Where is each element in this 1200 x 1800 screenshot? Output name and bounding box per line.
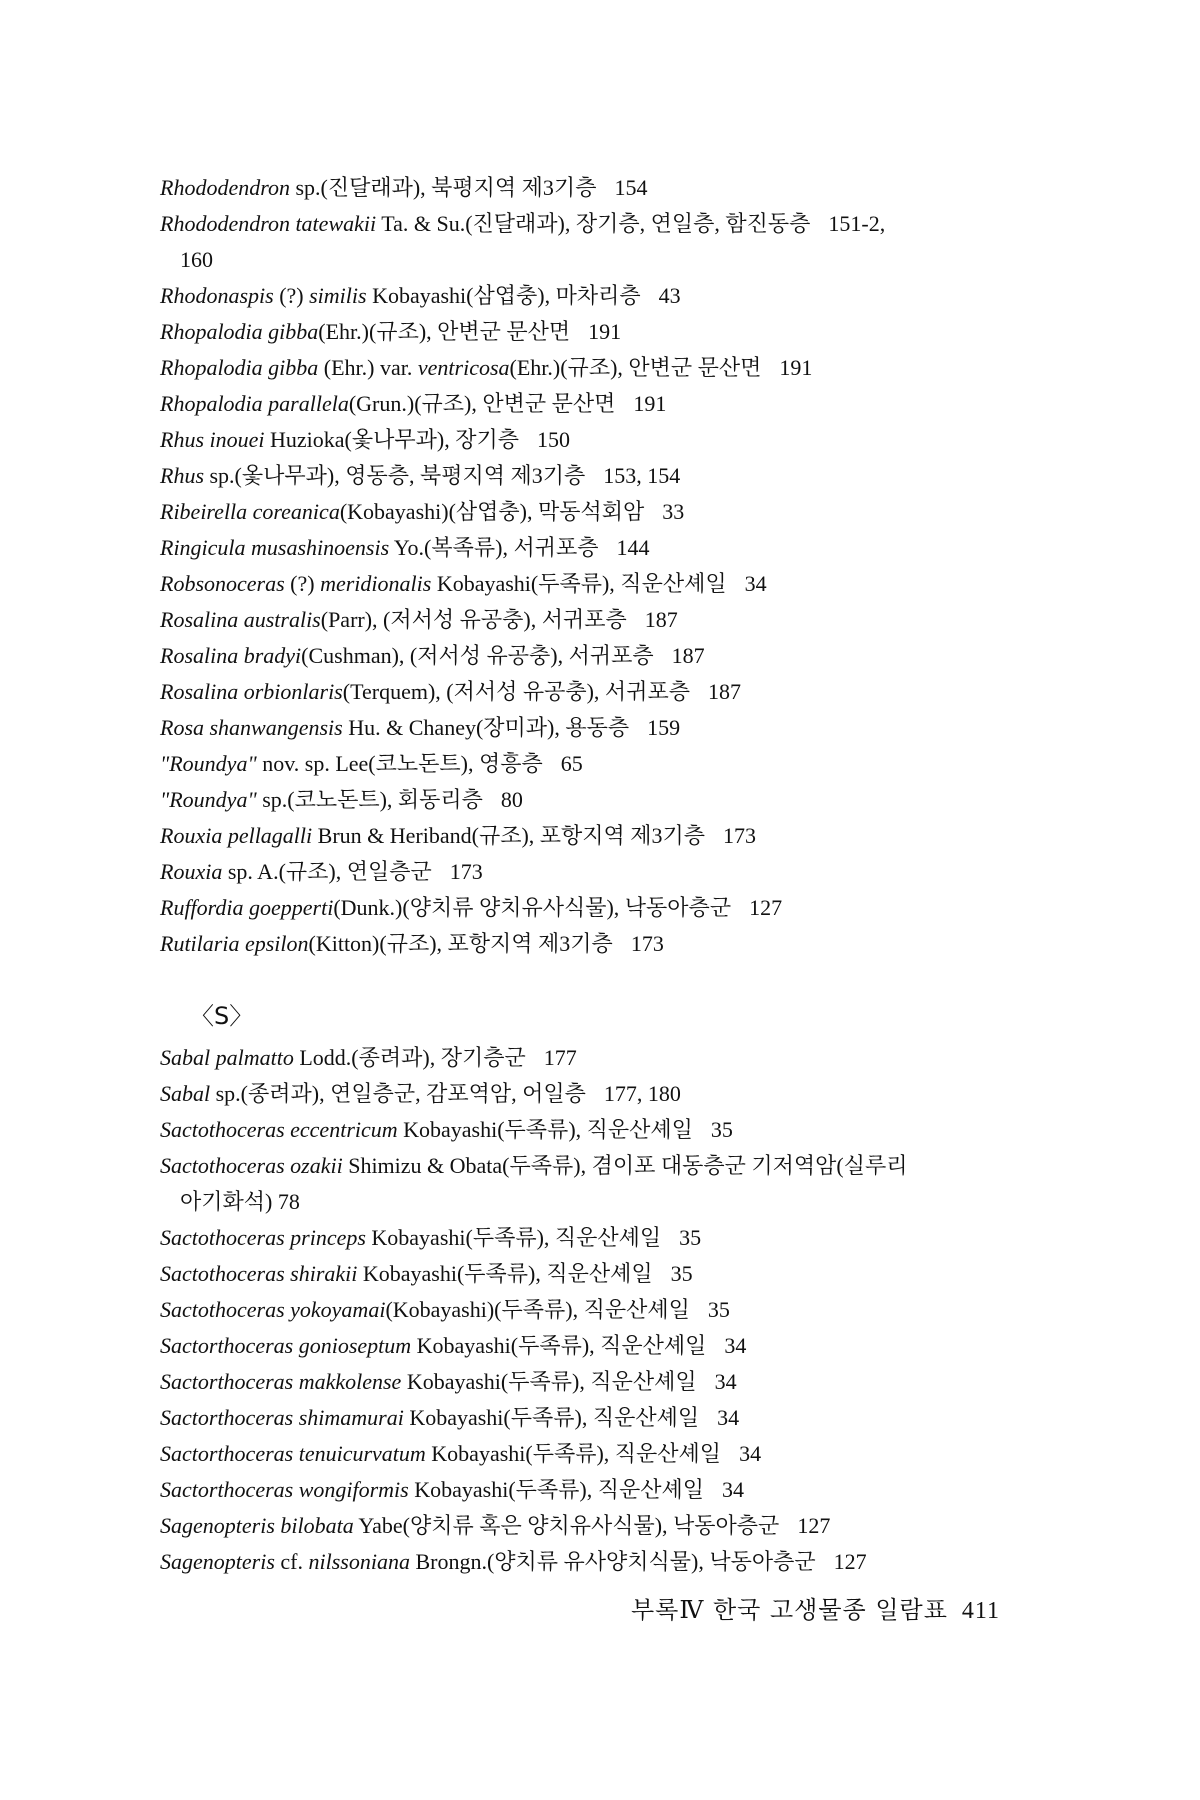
entry-details: (?) (273, 283, 310, 308)
species-index-list (160, 170, 1040, 1580)
species-epithet: similis (309, 283, 367, 308)
index-entry (160, 386, 1040, 422)
species-name: Rhododendron (160, 175, 290, 200)
page-reference: 191 (779, 355, 813, 380)
page-reference: 34 (722, 1477, 744, 1502)
index-entry (160, 206, 1040, 242)
entry-details: (Cushman), (저서성 유공충), 서귀포층 (301, 643, 654, 668)
page-reference: 144 (616, 535, 650, 560)
species-name: Sabal palmatto (160, 1045, 294, 1070)
index-entry (160, 278, 1040, 314)
species-name: Rouxia (160, 859, 223, 884)
entry-details-2: (Ehr.)(규조), 안변군 문산면 (509, 355, 762, 380)
species-name: Ribeirella coreanica (160, 499, 340, 524)
species-name: Rouxia pellagalli (160, 823, 313, 848)
entry-details: (Grun.)(규조), 안변군 문산면 (348, 391, 616, 416)
species-name: Sactorthoceras tenuicurvatum (160, 1441, 426, 1466)
index-entry (160, 1148, 1040, 1184)
page-footer (631, 1590, 1000, 1625)
index-entry (160, 782, 1040, 818)
entry-details: Brun & Heriband(규조), 포항지역 제3기층 (312, 823, 706, 848)
entry-details: Yabe(양치류 혹은 양치유사식물), 낙동아층군 (353, 1513, 780, 1538)
species-name: Rhus (160, 463, 204, 488)
page-reference: 34 (717, 1405, 740, 1430)
index-entry (160, 1436, 1040, 1472)
species-name: Sactothoceras shirakii (160, 1261, 358, 1286)
species-name: Rhodonaspis (160, 283, 274, 308)
page-reference: 80 (500, 787, 523, 812)
page-number: 411 (961, 1598, 1000, 1624)
page-reference: 34 (724, 1333, 747, 1358)
entry-continuation: 160 (180, 247, 213, 272)
species-name: Rosalina bradyi (160, 643, 302, 668)
section-heading-s: 〈S〉 (190, 1002, 254, 1030)
entry-details: Hu. & Chaney(장미과), 용동층 (342, 715, 630, 740)
page-reference: 153, 154 (603, 463, 681, 488)
entry-details: (Terquem), (저서성 유공충), 서귀포층 (342, 679, 690, 704)
species-name: "Roundya" (160, 787, 257, 812)
page-reference: 65 (560, 751, 583, 776)
entry-details: Lodd.(종려과), 장기층군 (293, 1045, 526, 1070)
entry-details: (Kobayashi)(삼엽충), 막동석회암 (339, 499, 645, 524)
species-name: Rhopalodia parallela (160, 391, 349, 416)
page-reference: 154 (614, 175, 648, 200)
page-reference: 150 (536, 427, 570, 452)
species-name: Sactorthoceras shimamurai (160, 1405, 404, 1430)
entry-details: (Ehr.) var. (318, 355, 418, 380)
page-reference: 35 (707, 1297, 730, 1322)
footer-title: 부록Ⅳ 한국 고생물종 일람표 (631, 1596, 948, 1624)
index-entry (160, 458, 1040, 494)
page-reference: 177 (543, 1045, 577, 1070)
index-entry (160, 494, 1040, 530)
index-entry (160, 1040, 1040, 1076)
index-entry (160, 818, 1040, 854)
entry-details: (?) (284, 571, 321, 596)
index-entry (160, 1328, 1040, 1364)
entry-details-2: Kobayashi(두족류), 직운산셰일 (431, 571, 727, 596)
page-reference: 33 (662, 499, 685, 524)
entry-details: Huzioka(옻나무과), 장기층 (264, 427, 519, 452)
index-entry (160, 1364, 1040, 1400)
page-reference: 173 (630, 931, 664, 956)
entry-details: Kobayashi(두족류), 직운산셰일 (357, 1261, 653, 1286)
entry-details: sp.(종려과), 연일층군, 감포역암, 어일층 (210, 1081, 586, 1106)
entry-details: (Kobayashi)(두족류), 직운산셰일 (385, 1297, 690, 1322)
index-entry (160, 530, 1040, 566)
index-entry (160, 1076, 1040, 1112)
index-entry (160, 566, 1040, 602)
species-name: Sabal (160, 1081, 211, 1106)
entry-details: Kobayashi(두족류), 직운산셰일 (365, 1225, 662, 1250)
index-entry (160, 1256, 1040, 1292)
index-entry (160, 602, 1040, 638)
species-name: Rosalina australis (160, 607, 321, 632)
species-name: Rhododendron tatewakii (160, 211, 377, 236)
page-reference: 191 (633, 391, 667, 416)
entry-details: (Dunk.)(양치류 양치유사식물), 낙동아층군 (333, 895, 732, 920)
entry-details: nov. sp. Lee(코노돈트), 영흥층 (256, 751, 543, 776)
index-entry (160, 854, 1040, 890)
index-entry (160, 170, 1040, 206)
page-reference: 191 (588, 319, 622, 344)
species-name: Rutilaria epsilon (160, 931, 309, 956)
entry-details-2: Brongn.(양치류 유사양치식물), 낙동아층군 (409, 1549, 816, 1574)
entry-details: Shimizu & Obata(두족류), 겸이포 대동층군 기저역암(실루리 (342, 1153, 908, 1178)
index-entry (160, 350, 1040, 386)
entry-details: Kobayashi(두족류), 직운산셰일 (408, 1477, 704, 1502)
index-entry (160, 1400, 1040, 1436)
page-reference: 35 (679, 1225, 702, 1250)
index-entry (160, 1220, 1040, 1256)
page-reference: 34 (714, 1369, 737, 1394)
species-name: Sactothoceras ozakii (160, 1153, 343, 1178)
species-name: Ringicula musashinoensis (160, 535, 390, 560)
entry-details: sp.(진달래과), 북평지역 제3기층 (289, 175, 597, 200)
page-reference: 173 (723, 823, 757, 848)
species-name: Sactorthoceras makkolense (160, 1369, 402, 1394)
species-epithet: ventricosa (417, 355, 510, 380)
page-reference: 35 (670, 1261, 693, 1286)
species-name: Rhopalodia gibba (160, 355, 319, 380)
index-entry (160, 890, 1040, 926)
page-reference: 34 (744, 571, 767, 596)
entry-continuation: 아기화석) 78 (180, 1189, 300, 1214)
species-name: Sagenopteris bilobata (160, 1513, 354, 1538)
species-name: Robsonoceras (160, 571, 285, 596)
page-reference: 177, 180 (603, 1081, 681, 1106)
page-reference: 34 (739, 1441, 762, 1466)
page-reference: 187 (644, 607, 678, 632)
entry-details: (Kitton)(규조), 포항지역 제3기층 (308, 931, 613, 956)
entry-details: sp.(옻나무과), 영동층, 북평지역 제3기층 (204, 463, 586, 488)
entry-details: Kobayashi(두족류), 직운산셰일 (397, 1117, 693, 1142)
page-reference: 151-2, (828, 211, 886, 236)
page-reference: 159 (647, 715, 681, 740)
entry-details: Ta. & Su.(진달래과), 장기층, 연일층, 함진동층 (376, 211, 811, 236)
index-entry (160, 638, 1040, 674)
index-entry (160, 926, 1040, 962)
species-name: Sactorthoceras gonioseptum (160, 1333, 412, 1358)
entry-details: Kobayashi(두족류), 직운산셰일 (425, 1441, 722, 1466)
index-entry (160, 422, 1040, 458)
entry-details: Kobayashi(두족류), 직운산셰일 (401, 1369, 697, 1394)
entry-details: sp.(코노돈트), 회동리층 (256, 787, 483, 812)
page-reference: 35 (710, 1117, 733, 1142)
entry-details: (Ehr.)(규조), 안변군 문산면 (318, 319, 571, 344)
index-entry (160, 1508, 1040, 1544)
species-name: Sactothoceras eccentricum (160, 1117, 398, 1142)
page-reference: 127 (833, 1549, 867, 1574)
species-name: Sactorthoceras wongiformis (160, 1477, 409, 1502)
index-entry (160, 1472, 1040, 1508)
section-s-entries (160, 1040, 1040, 1580)
page-reference: 187 (671, 643, 705, 668)
page-reference: 127 (797, 1513, 831, 1538)
entry-details: Yo.(복족류), 서귀포층 (389, 535, 599, 560)
page-reference: 43 (658, 283, 681, 308)
entry-details: Kobayashi(두족류), 직운산셰일 (403, 1405, 700, 1430)
entry-details: Kobayashi(두족류), 직운산셰일 (411, 1333, 707, 1358)
species-name: Sagenopteris (160, 1549, 275, 1574)
species-name: "Roundya" (160, 751, 257, 776)
species-epithet: meridionalis (320, 571, 432, 596)
index-entry (160, 746, 1040, 782)
species-name: Rosalina orbionlaris (160, 679, 343, 704)
index-entry (160, 1544, 1040, 1580)
page-reference: 173 (449, 859, 483, 884)
page-reference: 127 (749, 895, 783, 920)
index-entry (160, 1112, 1040, 1148)
entry-details: cf. (274, 1549, 309, 1574)
index-entry (160, 314, 1040, 350)
species-name: Rhus inouei (160, 427, 265, 452)
species-name: Sactothoceras princeps (160, 1225, 366, 1250)
index-entry (160, 710, 1040, 746)
page-reference: 187 (707, 679, 741, 704)
entry-details: sp. A.(규조), 연일층군 (222, 859, 432, 884)
species-name: Rosa shanwangensis (160, 715, 343, 740)
species-name: Rhopalodia gibba (160, 319, 319, 344)
entry-details-2: Kobayashi(삼엽충), 마차리층 (366, 283, 641, 308)
entry-details: (Parr), (저서성 유공충), 서귀포층 (320, 607, 627, 632)
species-name: Sactothoceras yokoyamai (160, 1297, 386, 1322)
section-r-entries (160, 170, 1040, 962)
index-entry (160, 1292, 1040, 1328)
species-epithet: nilssoniana (308, 1549, 410, 1574)
species-name: Ruffordia goepperti (160, 895, 334, 920)
index-entry (160, 674, 1040, 710)
